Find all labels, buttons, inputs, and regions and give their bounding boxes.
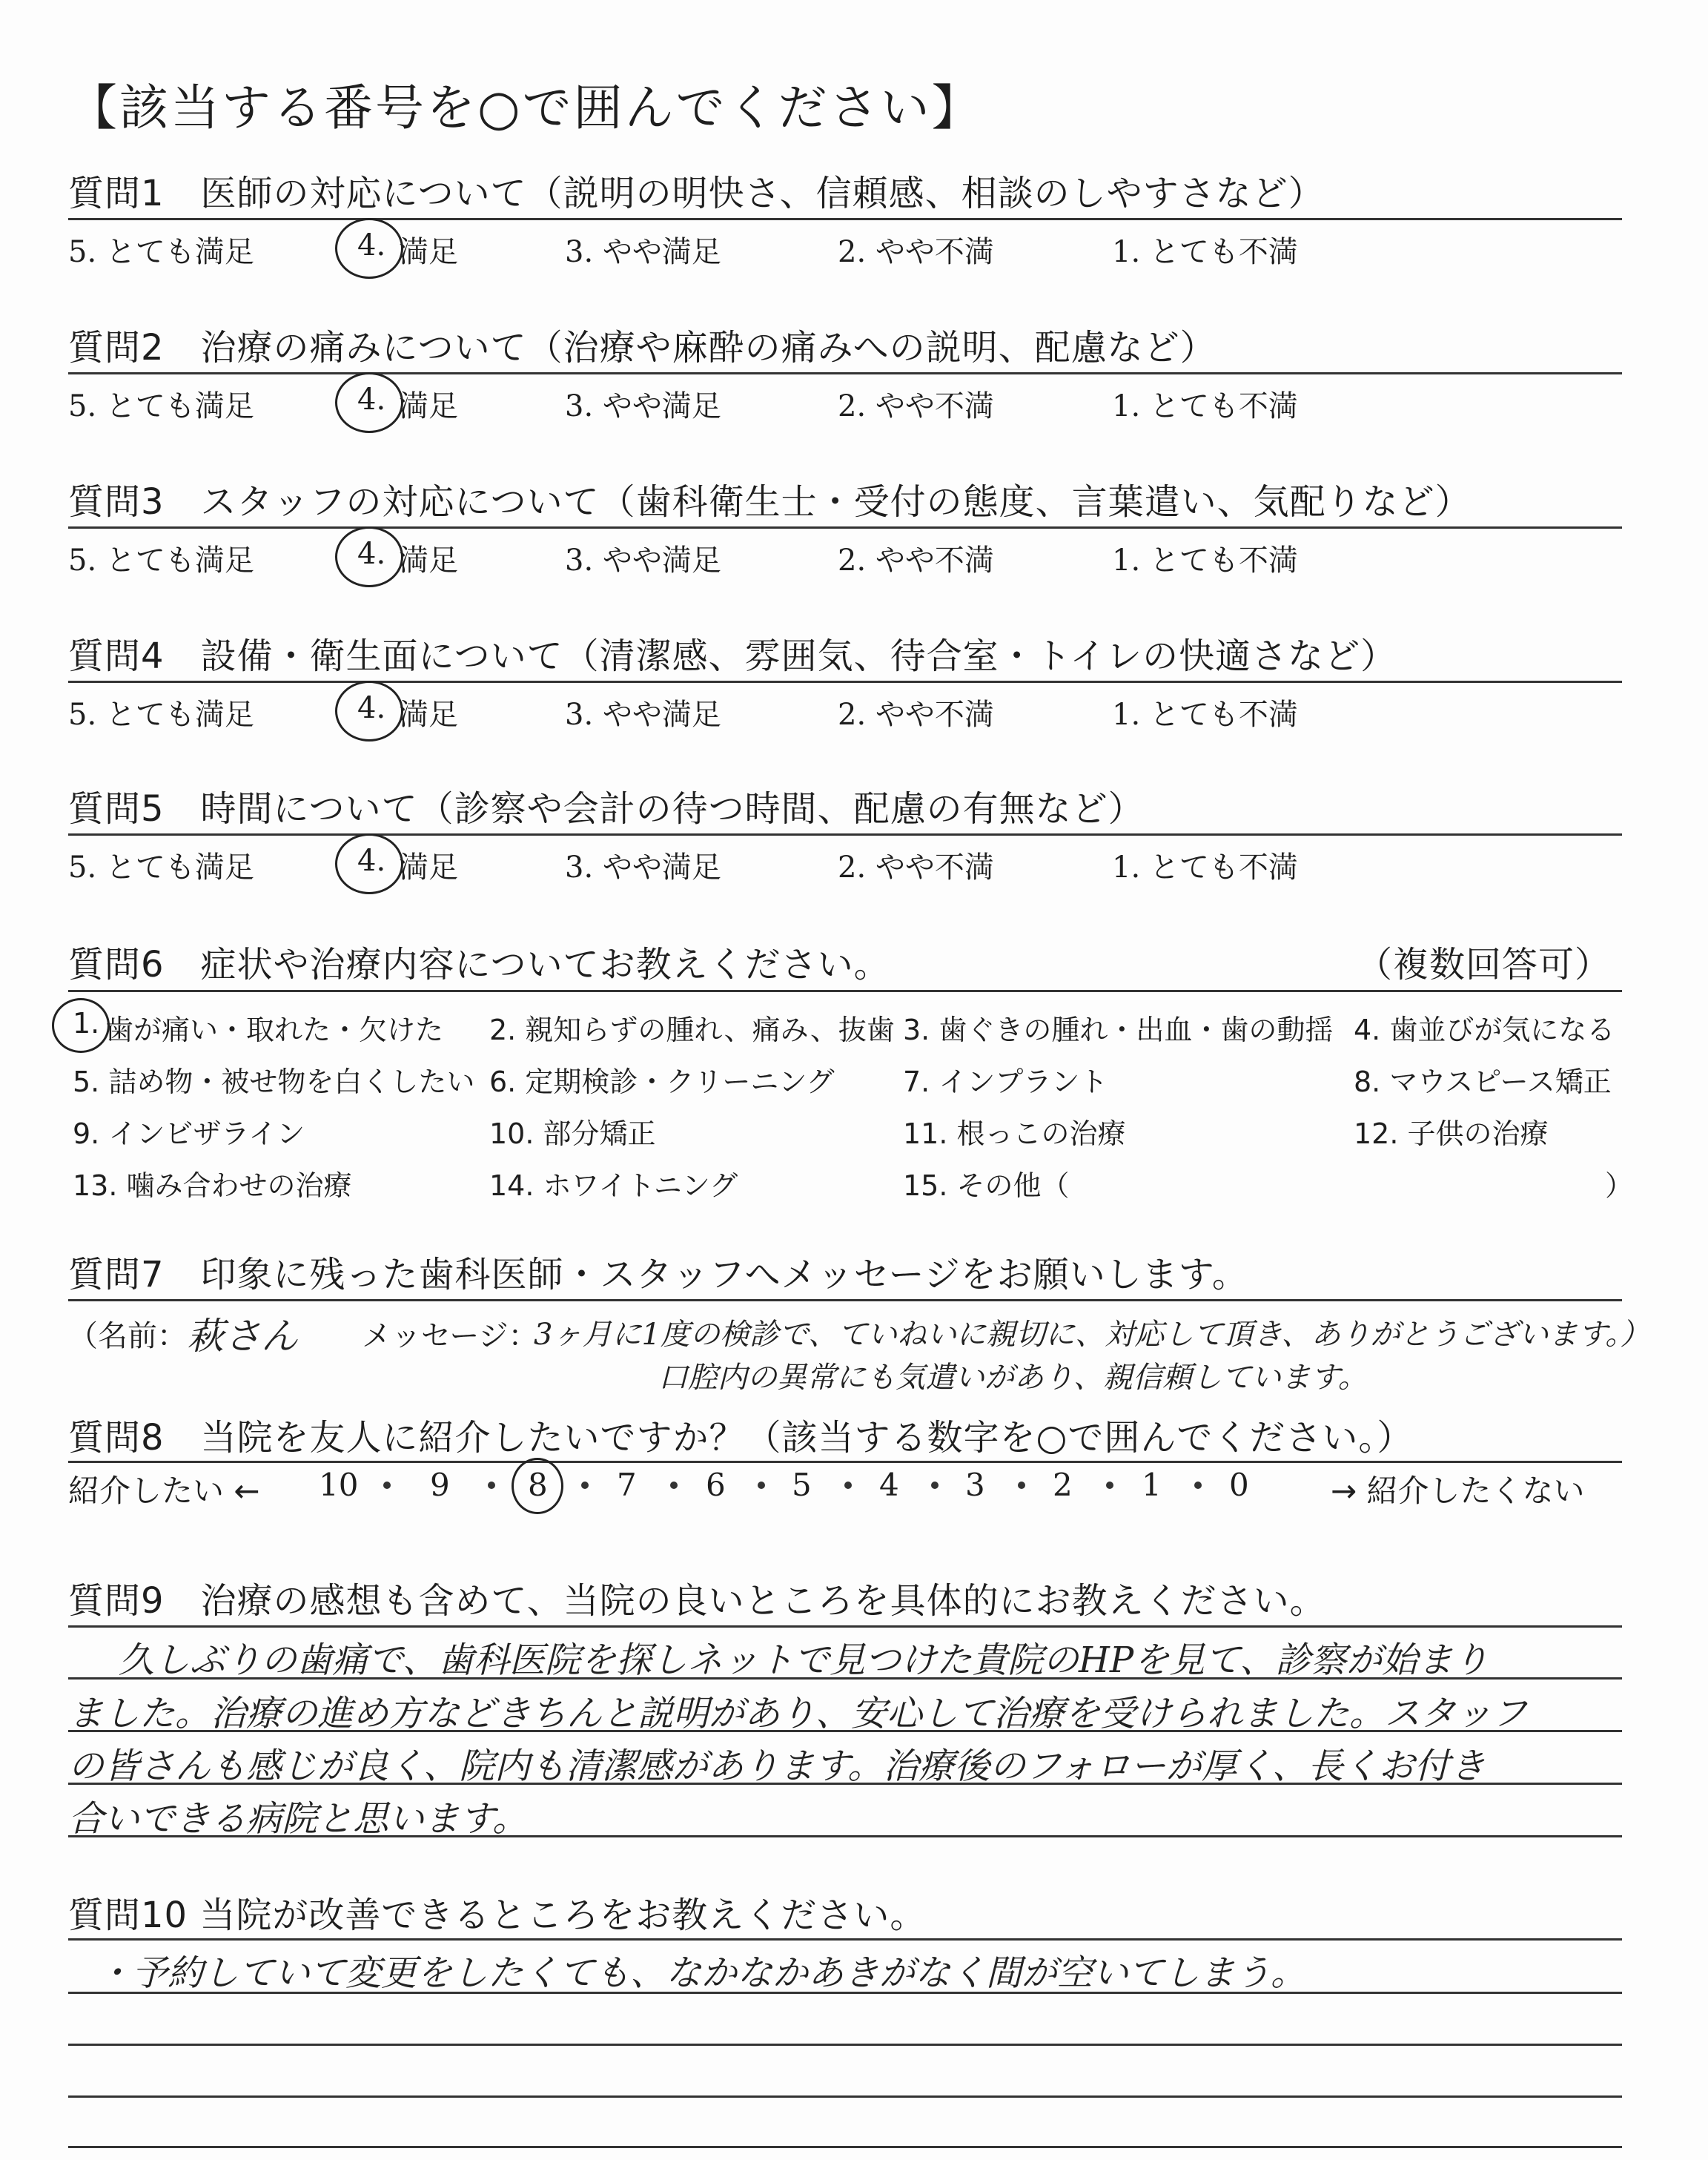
q4-title: 質問4 設備・衛生面について（清潔感、雰囲気、待合室・トイレの快適さなど） bbox=[68, 635, 1397, 677]
q7-title: 質問7 印象に残った歯科医師・スタッフへメッセージをお願いします。 bbox=[68, 1254, 1248, 1295]
q3-selection-circle bbox=[335, 526, 403, 587]
q4-option-5[interactable]: 5. とても満足 bbox=[68, 698, 254, 732]
q8-scale-separator bbox=[1194, 1482, 1202, 1489]
q6-option-14[interactable]: 14. ホワイトニング bbox=[489, 1169, 738, 1202]
q6-selection-circle bbox=[52, 998, 110, 1053]
q7-name-value[interactable]: 萩さん bbox=[187, 1315, 298, 1358]
q8-right-label: → 紹介したくない bbox=[1331, 1473, 1585, 1509]
q10-title: 質問10 当院が改善できるところをお教えください。 bbox=[68, 1895, 927, 1936]
q3-option-4-number[interactable]: 4. bbox=[357, 537, 386, 571]
q3-option-1[interactable]: 1. とても不満 bbox=[1112, 544, 1298, 578]
q8-scale-separator bbox=[488, 1482, 495, 1489]
q1-rule bbox=[68, 218, 1622, 220]
q4-selection-circle bbox=[335, 681, 403, 742]
q2-title: 質問2 治療の痛みについて（治療や麻酔の痛みへの説明、配慮など） bbox=[68, 327, 1217, 369]
q2-option-1[interactable]: 1. とても不満 bbox=[1112, 389, 1298, 423]
q3-option-2[interactable]: 2. やや不満 bbox=[838, 544, 994, 578]
q5-option-2[interactable]: 2. やや不満 bbox=[838, 851, 994, 885]
q9-answer-line4[interactable]: 合いできる病院と思います。 bbox=[68, 1798, 529, 1840]
q2-option-2[interactable]: 2. やや不満 bbox=[838, 389, 994, 423]
q6-title: 質問6 症状や治療内容についてお教えください。 bbox=[68, 944, 890, 985]
q8-scale-separator bbox=[931, 1482, 939, 1489]
q1-option-5[interactable]: 5. とても満足 bbox=[68, 235, 254, 269]
q10-writing-line bbox=[68, 2095, 1622, 2098]
q10-writing-line bbox=[68, 2044, 1622, 2046]
q8-scale-8[interactable]: 2 bbox=[1053, 1467, 1073, 1503]
q5-option-3[interactable]: 3. やや満足 bbox=[565, 851, 721, 885]
q6-option-7[interactable]: 7. インプラント bbox=[903, 1066, 1108, 1098]
q8-scale-separator bbox=[1018, 1482, 1025, 1489]
q8-scale-separator bbox=[1106, 1482, 1113, 1489]
form-header: 【該当する番号を○で囲んでください】 bbox=[68, 79, 983, 136]
q4-option-1[interactable]: 1. とても不満 bbox=[1112, 698, 1298, 732]
q6-option-8[interactable]: 8. マウスピース矯正 bbox=[1354, 1066, 1612, 1098]
q8-selection-circle bbox=[512, 1458, 563, 1514]
q8-scale-separator bbox=[844, 1482, 852, 1489]
q5-option-4-label[interactable]: 満足 bbox=[399, 851, 458, 885]
q1-option-4-number[interactable]: 4. bbox=[357, 228, 386, 262]
q6-option-5[interactable]: 5. 詰め物・被せ物を白くしたい bbox=[73, 1066, 475, 1098]
q3-option-4-label[interactable]: 満足 bbox=[399, 544, 458, 578]
q5-option-1[interactable]: 1. とても不満 bbox=[1112, 851, 1298, 885]
q3-rule bbox=[68, 526, 1622, 529]
q6-option-1-label[interactable]: 歯が痛い・取れた・欠けた bbox=[105, 1014, 444, 1046]
q7-message-line2[interactable]: 口腔内の異常にも気遣いがあり、親信頼しています。 bbox=[658, 1361, 1368, 1395]
q5-title: 質問5 時間について（診察や会計の待つ時間、配慮の有無など） bbox=[68, 788, 1145, 830]
q2-option-4-label[interactable]: 満足 bbox=[399, 389, 458, 423]
q6-option-4[interactable]: 4. 歯並びが気になる bbox=[1354, 1014, 1615, 1046]
q6-option-11[interactable]: 11. 根っこの治療 bbox=[903, 1117, 1126, 1150]
q8-scale-separator bbox=[581, 1482, 589, 1489]
q8-scale-separator bbox=[670, 1482, 678, 1489]
q8-scale-4[interactable]: 6 bbox=[706, 1467, 726, 1503]
q9-answer-line2[interactable]: ました。治療の進め方などきちんと説明があり、安心して治療を受けられました。スタッフ bbox=[68, 1693, 1528, 1734]
q6-option-9[interactable]: 9. インビザライン bbox=[73, 1117, 305, 1150]
q6-note: （複数回答可） bbox=[1357, 944, 1612, 985]
q6-option-13[interactable]: 13. 噛み合わせの治療 bbox=[73, 1169, 352, 1202]
q2-option-3[interactable]: 3. やや満足 bbox=[565, 389, 721, 423]
q4-option-2[interactable]: 2. やや不満 bbox=[838, 698, 994, 732]
q7-name-label: （名前： bbox=[68, 1319, 187, 1353]
q6-option-15-close: ） bbox=[1605, 1169, 1634, 1202]
q5-rule bbox=[68, 833, 1622, 836]
q8-rule bbox=[68, 1461, 1622, 1463]
q2-option-4-number[interactable]: 4. bbox=[357, 383, 386, 417]
q1-option-1[interactable]: 1. とても不満 bbox=[1112, 235, 1298, 269]
q8-scale-separator bbox=[383, 1482, 391, 1489]
q9-title: 質問9 治療の感想も含めて、当院の良いところを具体的にお教えください。 bbox=[68, 1580, 1326, 1622]
q4-option-3[interactable]: 3. やや満足 bbox=[565, 698, 721, 732]
q5-option-4-number[interactable]: 4. bbox=[357, 844, 386, 878]
q4-option-4-label[interactable]: 満足 bbox=[399, 698, 458, 732]
q8-scale-7[interactable]: 3 bbox=[965, 1467, 985, 1503]
q8-scale-6[interactable]: 4 bbox=[879, 1467, 899, 1503]
q8-scale-3[interactable]: 7 bbox=[617, 1467, 637, 1503]
q3-option-3[interactable]: 3. やや満足 bbox=[565, 544, 721, 578]
q8-title: 質問8 当院を友人に紹介したいですか？（該当する数字を○で囲んでください。） bbox=[68, 1417, 1414, 1459]
q6-option-1-number[interactable]: 1. bbox=[73, 1007, 100, 1040]
q9-answer-line3[interactable]: の皆さんも感じが良く、院内も清潔感があります。治療後のフォローが厚く、長くお付き bbox=[68, 1745, 1486, 1787]
q5-selection-circle bbox=[335, 833, 403, 894]
q3-option-5[interactable]: 5. とても満足 bbox=[68, 544, 254, 578]
q10-answer-line1[interactable]: ・予約していて変更をしたくても、なかなかあきがなく間が空いてしまう。 bbox=[96, 1952, 1307, 1994]
q3-title: 質問3 スタッフの対応について（歯科衛生士・受付の態度、言葉遣い、気配りなど） bbox=[68, 481, 1472, 523]
q1-option-2[interactable]: 2. やや不満 bbox=[838, 235, 994, 269]
q1-option-3[interactable]: 3. やや満足 bbox=[565, 235, 721, 269]
q6-option-10[interactable]: 10. 部分矯正 bbox=[489, 1117, 656, 1150]
q4-option-4-number[interactable]: 4. bbox=[357, 691, 386, 725]
q8-scale-9[interactable]: 1 bbox=[1142, 1467, 1162, 1503]
q8-scale-5[interactable]: 5 bbox=[792, 1467, 812, 1503]
q2-selection-circle bbox=[335, 372, 403, 433]
q8-scale-separator bbox=[758, 1482, 765, 1489]
q10-rule bbox=[68, 1938, 1622, 1941]
q1-selection-circle bbox=[335, 218, 403, 279]
q7-message-label: メッセージ： bbox=[362, 1319, 538, 1353]
q9-answer-line1[interactable]: 久しぶりの歯痛で、歯科医院を探しネットで見つけた貴院のHPを見て、診察が始まり bbox=[119, 1639, 1489, 1681]
q8-scale-2[interactable]: 8 bbox=[528, 1467, 548, 1503]
q10-writing-line bbox=[68, 2146, 1622, 2148]
q8-left-label: 紹介したい ← bbox=[68, 1473, 260, 1509]
q1-title: 質問1 医師の対応について（説明の明快さ、信頼感、相談のしやすさなど） bbox=[68, 173, 1325, 214]
q6-rule bbox=[68, 990, 1622, 992]
q6-option-2[interactable]: 2. 親知らずの腫れ、痛み、抜歯 bbox=[489, 1014, 895, 1046]
q9-rule bbox=[68, 1625, 1622, 1628]
q7-message-line1[interactable]: 3ヶ月に1度の検診で、ていねいに親切に、対応して頂き、ありがとうございます。） bbox=[534, 1318, 1650, 1352]
q8-scale-0[interactable]: 10 bbox=[319, 1467, 359, 1503]
q6-option-12[interactable]: 12. 子供の治療 bbox=[1354, 1117, 1549, 1150]
q8-scale-1[interactable]: 9 bbox=[430, 1467, 450, 1503]
q2-rule bbox=[68, 372, 1622, 374]
q1-option-4-label[interactable]: 満足 bbox=[399, 235, 458, 269]
q2-option-5[interactable]: 5. とても満足 bbox=[68, 389, 254, 423]
q4-rule bbox=[68, 681, 1622, 683]
q6-option-3[interactable]: 3. 歯ぐきの腫れ・出血・歯の動揺 bbox=[903, 1014, 1334, 1046]
q5-option-5[interactable]: 5. とても満足 bbox=[68, 851, 254, 885]
q6-option-15[interactable]: 15. その他（ bbox=[903, 1169, 1070, 1202]
q6-option-6[interactable]: 6. 定期検診・クリーニング bbox=[489, 1066, 835, 1098]
q8-scale-10[interactable]: 0 bbox=[1229, 1467, 1249, 1503]
q7-rule bbox=[68, 1299, 1622, 1301]
